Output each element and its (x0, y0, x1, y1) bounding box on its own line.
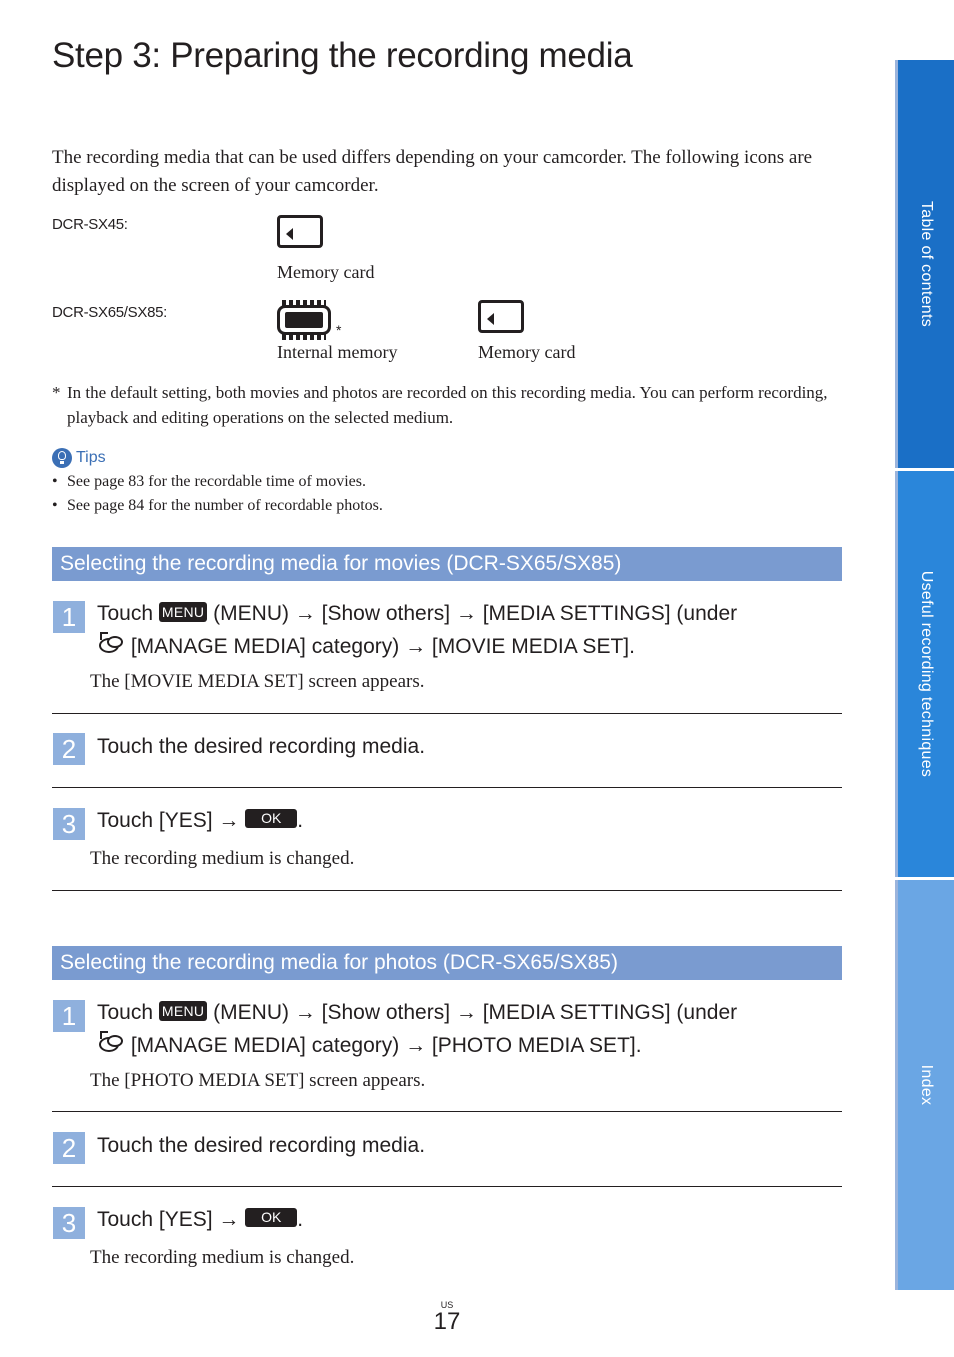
divider (52, 1186, 842, 1187)
step-result: The recording medium is changed. (90, 1247, 355, 1268)
step-instruction: Touch the desired recording media. (97, 735, 426, 758)
sidebar-tab-table-of-contents[interactable]: Table of contents (895, 60, 954, 468)
section-heading-movies: Selecting the recording media for movies (DCR-SX65/SX85) (52, 547, 842, 581)
memory-card-icon (277, 215, 323, 248)
intro-paragraph: The recording media that can be used differs depending on your camcorder. The following icons are displayed on the screen of your camcorder. (52, 147, 813, 196)
footnote (52, 380, 832, 430)
menu-button-icon: MENU (159, 602, 207, 622)
step-number: 1 (53, 601, 85, 633)
divider (52, 713, 842, 714)
ok-button-icon: OK (245, 809, 297, 828)
tips-heading (52, 448, 106, 468)
side-navigation (895, 60, 954, 1290)
memory-card-caption: Memory card (478, 342, 576, 362)
footnote-asterisk: * (52, 383, 61, 402)
step-instruction: Touch MENU (MENU) → [Show others] → [MEDIA SETTINGS] (under (97, 602, 738, 625)
step-result: The recording medium is changed. (90, 848, 355, 869)
manage-media-icon (97, 632, 125, 656)
lightbulb-icon (52, 448, 72, 468)
page-number: US 17 (433, 1300, 461, 1335)
ok-button-icon: OK (245, 1208, 297, 1227)
manage-media-icon (97, 1031, 125, 1055)
footnote-text: In the default setting, both movies and photos are recorded on this recording media. You can perform recording, playback and editing operations on the selected medium. (67, 383, 828, 427)
memory-card-caption: Memory card (277, 262, 375, 282)
page-title: Step 3: Preparing the recording media (52, 36, 633, 75)
tips-label: Tips (76, 449, 106, 466)
menu-button-icon: MENU (159, 1001, 207, 1021)
step-result: The [MOVIE MEDIA SET] screen appears. (90, 671, 425, 692)
step-number: 2 (53, 733, 85, 765)
model-label-sx65-sx85: DCR-SX65/SX85: (52, 304, 168, 321)
divider (52, 1111, 842, 1112)
tip-item: • See page 83 for the recordable time of movies. (52, 473, 366, 490)
internal-memory-caption: Internal memory (277, 342, 398, 362)
model-label-sx45: DCR-SX45: (52, 216, 128, 233)
step-number: 3 (53, 1207, 85, 1239)
step-number: 3 (53, 808, 85, 840)
step-instruction: Touch [YES] → OK . (97, 809, 304, 832)
footnote-marker: * (336, 322, 342, 338)
step-instruction: Touch the desired recording media. (97, 1134, 426, 1157)
tip-item: • See page 84 for the number of recordable photos. (52, 497, 383, 514)
step-instruction-cont: [MANAGE MEDIA] category) → [MOVIE MEDIA SET]. (97, 632, 635, 659)
section-heading-photos: Selecting the recording media for photos (DCR-SX65/SX85) (52, 946, 842, 980)
internal-memory-icon (277, 300, 331, 340)
step-number: 1 (53, 1000, 85, 1032)
sidebar-tab-index[interactable]: Index (895, 880, 954, 1290)
step-instruction: Touch MENU (MENU) → [Show others] → [MEDIA SETTINGS] (under (97, 1001, 738, 1024)
divider (52, 890, 842, 891)
step-instruction: Touch [YES] → OK . (97, 1208, 304, 1231)
divider (52, 787, 842, 788)
step-instruction-cont: [MANAGE MEDIA] category) → [PHOTO MEDIA SET]. (97, 1031, 642, 1058)
sidebar-tab-useful-recording-techniques[interactable]: Useful recording techniques (895, 471, 954, 877)
memory-card-icon (478, 300, 524, 333)
step-result: The [PHOTO MEDIA SET] screen appears. (90, 1070, 426, 1091)
step-number: 2 (53, 1132, 85, 1164)
